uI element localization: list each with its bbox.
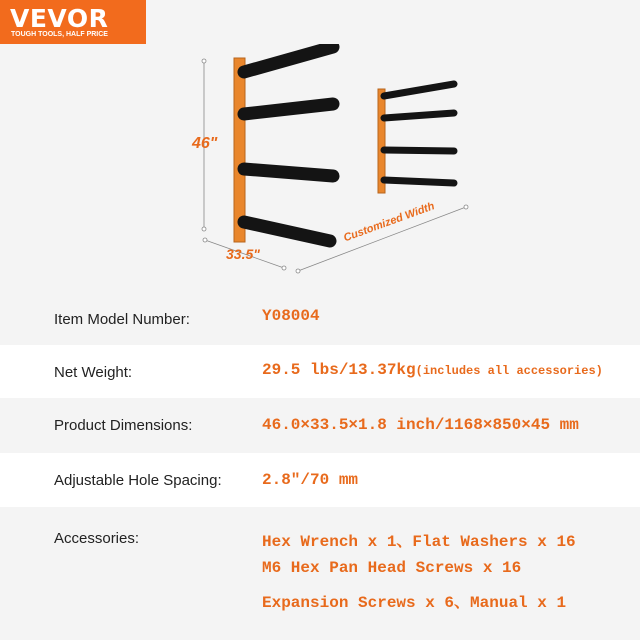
- height-label: 46": [192, 135, 218, 152]
- brand-tagline: TOUGH TOOLS, HALF PRICE: [11, 31, 108, 38]
- spec-row-weight: [0, 345, 640, 398]
- small-rack-arm: [384, 180, 454, 183]
- accessory-line: M6 Hex Pan Head Screws x 16: [262, 559, 522, 577]
- spec-value: [262, 361, 603, 379]
- small-rack-arm: [384, 84, 454, 96]
- large-rack-upright: [234, 58, 245, 242]
- spec-label: Adjustable Hole Spacing:: [54, 472, 222, 489]
- spec-row-accessories: [0, 507, 640, 640]
- small-rack-arm: [384, 113, 454, 118]
- brand-logo: [0, 0, 146, 44]
- width-label: 33.5": [226, 246, 260, 262]
- accessory-line: Hex Wrench x 1、Flat Washers x 16: [262, 533, 576, 551]
- brand-name: VEVOR: [10, 4, 109, 33]
- spec-label: Item Model Number:: [54, 311, 190, 328]
- spec-value: 2.8"/70 mm: [262, 471, 359, 489]
- spec-label: Accessories:: [54, 530, 140, 547]
- spec-row-model: [0, 290, 640, 345]
- spec-row-dimensions: [0, 398, 640, 453]
- spec-row-hole-spacing: [0, 453, 640, 507]
- small-rack: [378, 84, 454, 193]
- spec-value-note: (includes all accessories): [415, 364, 603, 378]
- accessory-line: Expansion Screws x 6、Manual x 1: [262, 594, 567, 612]
- large-rack-arm: [244, 104, 333, 114]
- small-rack-arm: [384, 150, 454, 151]
- customized-width-label: Customized Width: [342, 200, 437, 245]
- spec-label: Net Weight:: [54, 364, 133, 381]
- spec-value: Y08004: [262, 307, 320, 325]
- large-rack: [234, 47, 333, 242]
- spec-value: 46.0×33.5×1.8 inch/1168×850×45 mm: [262, 416, 579, 434]
- large-rack-arm: [244, 169, 333, 176]
- large-rack-arm: [244, 222, 330, 241]
- large-rack-arm: [244, 47, 333, 72]
- spec-value-main: 29.5 lbs/13.37kg: [262, 361, 416, 379]
- spec-label: Product Dimensions:: [54, 417, 193, 434]
- rack-illustration: [0, 44, 640, 290]
